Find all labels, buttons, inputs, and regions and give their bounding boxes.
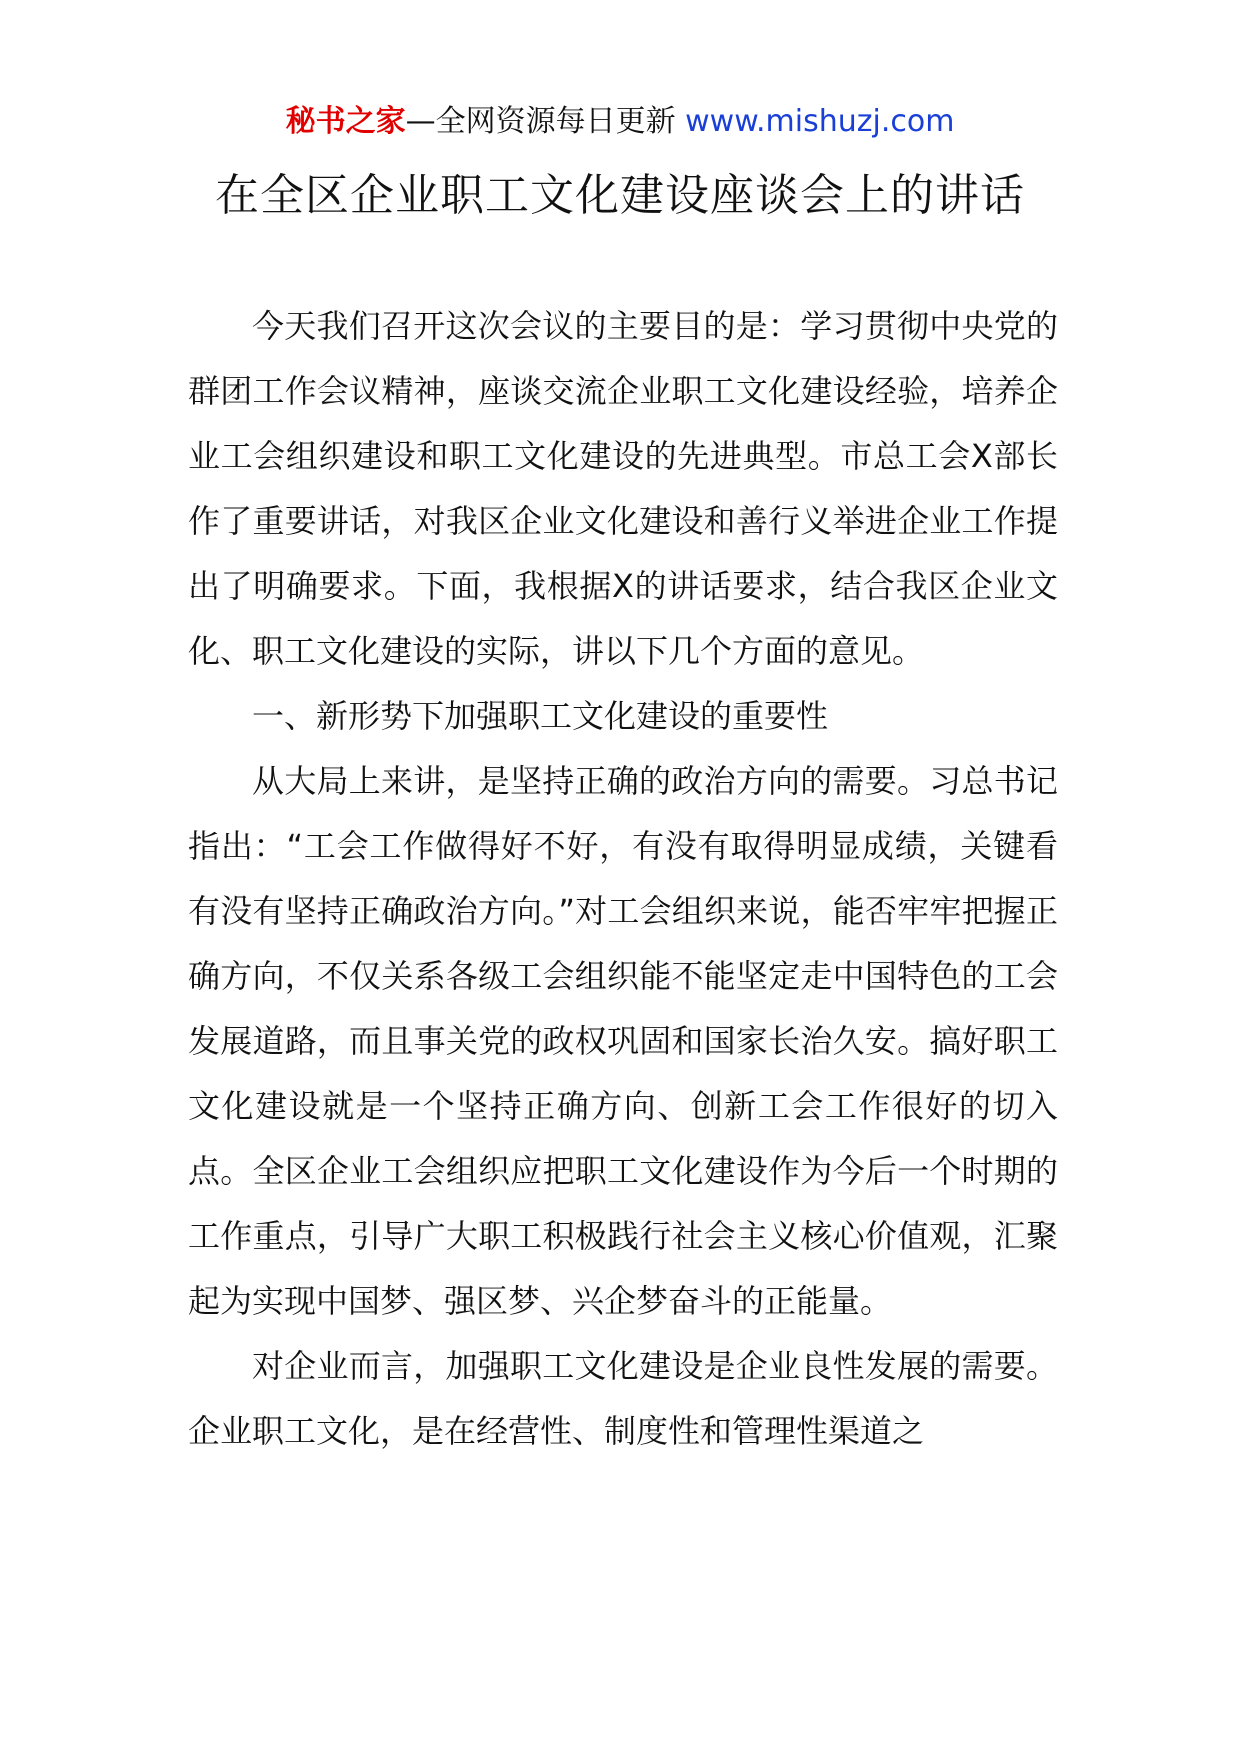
document-title: 在全区企业职工文化建设座谈会上的讲话 [215,170,1025,221]
paragraph: 对企业而言，加强职工文化建设是企业良性发展的需要。企业职工文化，是在经营性、制度性和管理性渠道之 [188,1347,1058,1450]
site-url-link[interactable]: www.mishuzj.com [685,104,955,139]
site-slogan: —全网资源每日更新 [405,104,676,139]
document-body [188,294,1058,1464]
site-header [0,100,1240,144]
paragraph-intro: 今天我们召开这次会议的主要目的是：学习贯彻中央党的群团工作会议精神，座谈交流企业职工文化建设经验，培养企业工会组织建设和职工文化建设的先进典型。市总工会X部长作了重要讲话，对我区企业文化建设和善行义举进企业工作提出了明确要求。下面，我根据X的讲话要求，结合我区企业文化、职工文化建设的实际，讲以下几个方面的意见。 [188,307,1058,670]
paragraph: 从大局上来讲，是坚持正确的政治方向的需要。习总书记指出：“工会工作做得好不好，有没有取得明显成绩，关键看有没有坚持正确政治方向。”对工会组织来说，能否牢牢把握正确方向，不仅关系各级工会组织能不能坚定走中国特色的工会发展道路，而且事关党的政权巩固和国家长治久安。搞好职工文化建设就是一个坚持正确方向、创新工会工作很好的切入点。全区企业工会组织应把职工文化建设作为今后一个时期的工作重点，引导广大职工积极践行社会主义核心价值观，汇聚起为实现中国梦、强区梦、兴企梦奋斗的正能量。 [188,762,1058,1320]
section-heading: 一、新形势下加强职工文化建设的重要性 [252,697,829,735]
site-name: 秘书之家 [285,104,406,139]
